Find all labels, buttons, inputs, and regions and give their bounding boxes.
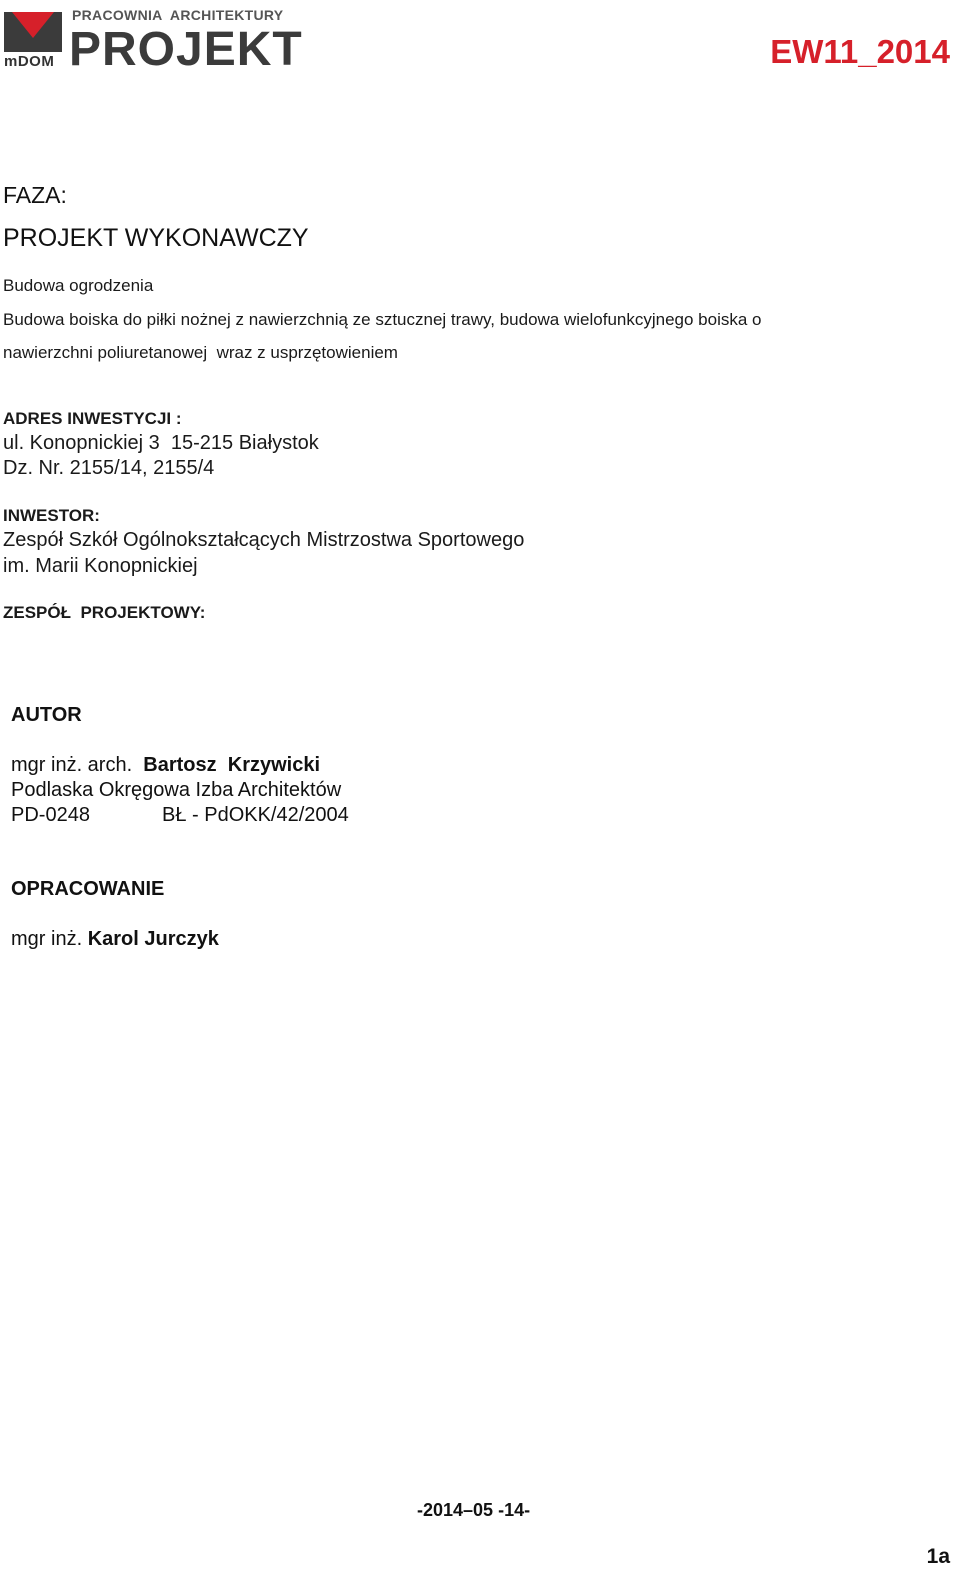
prepared-title: mgr inż. (11, 928, 83, 950)
address-street: ul. Konopnickiej 3 15-215 Białystok (3, 432, 319, 454)
author-chamber: Podlaska Okręgowa Izba Architektów (11, 779, 342, 801)
document-code: EW11_2014 (770, 33, 950, 70)
description-line-1: Budowa ogrodzenia (3, 276, 154, 295)
team-heading: ZESPÓŁ PROJEKTOWY: (3, 603, 206, 622)
phase-value: PROJEKT WYKONAWCZY (3, 224, 309, 252)
investor-heading: INWESTOR: (3, 506, 100, 525)
investor-name-line-2: im. Marii Konopnickiej (3, 555, 198, 577)
footer-date: -2014–05 -14- (417, 1500, 531, 1520)
page-number: 1a (926, 1545, 950, 1568)
author-title: mgr inż. arch. (11, 754, 133, 776)
logo-brand-small: mDOM (4, 53, 55, 70)
investor-name-line-1: Zespół Szkół Ogólnokształcących Mistrzostwa Sportowego (3, 529, 525, 551)
author-license-number: BŁ - PdOKK/42/2004 (162, 804, 349, 826)
author-heading: AUTOR (11, 704, 82, 726)
phase-label: FAZA: (3, 182, 67, 208)
author-license-id: PD-0248 (11, 804, 90, 826)
logo-studio-line: PRACOWNIA ARCHITEKTURY (72, 7, 284, 23)
description-line-3: nawierzchni poliuretanowej wraz z usprzętowieniem (3, 343, 398, 362)
prepared-line (11, 928, 219, 951)
logo-wordmark: PROJEKT (69, 23, 303, 76)
address-plots: Dz. Nr. 2155/14, 2155/4 (3, 457, 215, 479)
prepared-heading: OPRACOWANIE (11, 878, 165, 900)
author-name: Bartosz Krzywicki (143, 754, 321, 776)
description-line-2: Budowa boiska do piłki nożnej z nawierzchnią ze sztucznej trawy, budowa wielofunkcyjnego boiska o (3, 310, 762, 329)
author-line (11, 754, 320, 777)
address-heading: ADRES INWESTYCJI : (3, 409, 182, 428)
prepared-name: Karol Jurczyk (87, 928, 219, 950)
